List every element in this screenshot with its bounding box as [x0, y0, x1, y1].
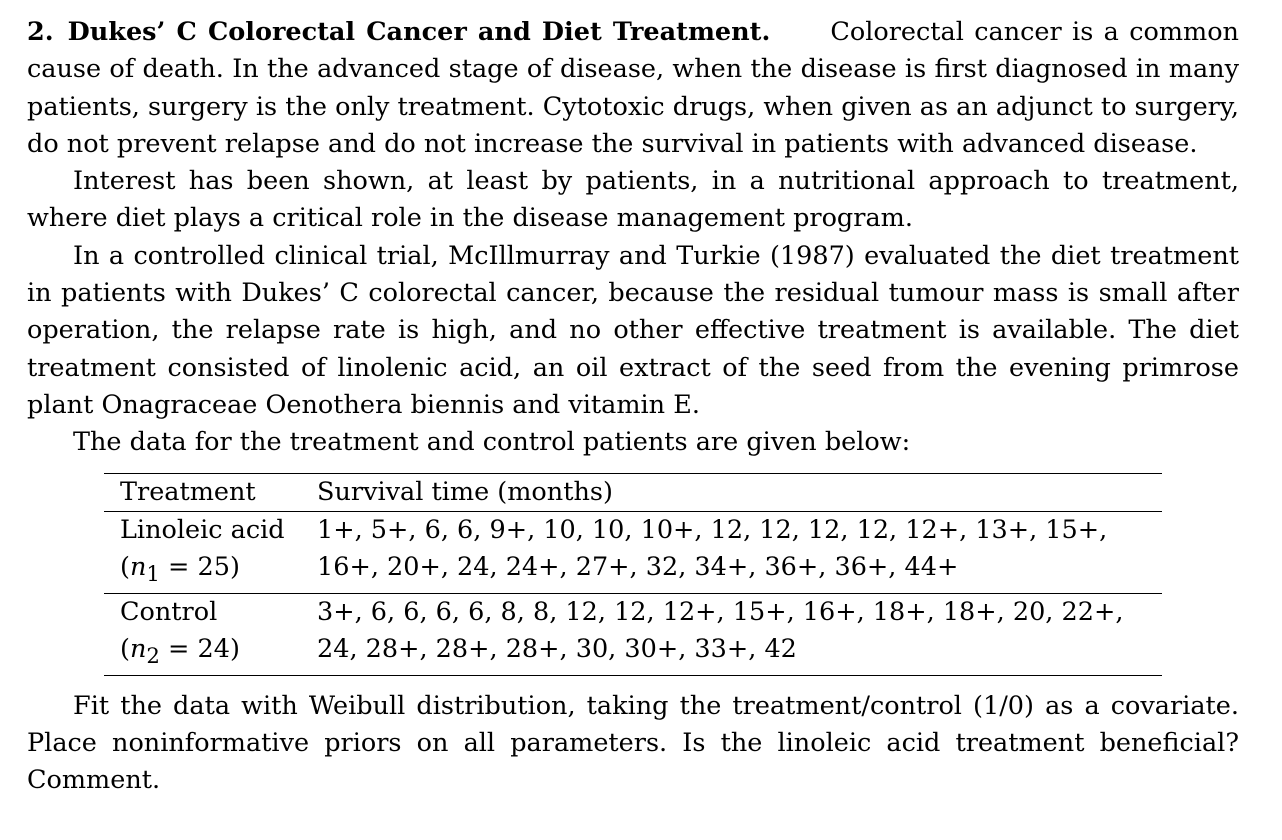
problem-intro-text: Colorectal cancer is a common cause of death. In the advanced stage of disease, when the disease is first diagnosed in many patients, surgery is the only treatment. Cytotoxic drugs, when given as an adjunct to surgery, do not prevent relapse and do not increase the survival in patients with advanced disease.: [27, 17, 1239, 159]
problem-intro-paragraph: [27, 14, 1239, 163]
table-row: [104, 511, 1162, 549]
survival-table: [104, 473, 1162, 676]
n-value: = 24): [168, 633, 240, 664]
header-treatment: Treatment: [104, 473, 301, 511]
group-sample-size: $(n_1 = 25)$: [104, 549, 301, 594]
survival-values: 1+, 5+, 6, 6, 9+, 10, 10, 10+, 12, 12, 12, 12, 12+, 13+, 15+,: [317, 514, 1108, 545]
paragraph-clinical-trial: In a controlled clinical trial, McIllmurray and Turkie (1987) evaluated the diet treatment in patients with Dukes’ C colorectal cancer, because the residual tumour mass is small after operation, the relapse rate is high, and no other effective treatment is available. The diet treatment consisted of linolenic acid, an oil extract of the seed from the evening primrose plant Onagraceae Oenothera biennis and vitamin E.: [27, 240, 1239, 420]
n-subscript: 1: [146, 561, 160, 587]
problem-title: Dukes’ C Colorectal Cancer and Diet Treatment.: [67, 17, 771, 47]
group-name: Linoleic acid: [120, 514, 285, 545]
paragraph-data-intro: The data for the treatment and control patients are given below:: [73, 427, 911, 458]
survival-table-wrapper: [104, 473, 1162, 676]
n-subscript: 2: [146, 643, 160, 669]
group-sample-size: $(n_2 = 24)$: [104, 631, 301, 676]
table-row: [104, 631, 1162, 676]
problem-number: 2.: [27, 17, 54, 47]
survival-values: 3+, 6, 6, 6, 6, 8, 8, 12, 12, 12+, 15+, 16+, 18+, 18+, 20, 22+,: [317, 596, 1124, 627]
table-row: [104, 549, 1162, 594]
paragraph-nutrition: Interest has been shown, at least by patients, in a nutritional approach to treatment, where diet plays a critical role in the disease management program.: [27, 166, 1239, 234]
survival-values: 16+, 20+, 24, 24+, 27+, 32, 34+, 36+, 36+, 44+: [301, 549, 1162, 594]
problem-page: [27, 14, 1239, 800]
header-survival-time: Survival time (months): [301, 473, 1162, 511]
table-header-row: [104, 473, 1162, 511]
paragraph-question: Fit the data with Weibull distribution, taking the treatment/control (1/0) as a covariate. Place noninformative priors on all parameters. Is the linoleic acid treatment beneficial? Comment.: [27, 690, 1239, 796]
table-row: [104, 593, 1162, 631]
n-symbol: n: [129, 633, 147, 664]
n-symbol: n: [129, 551, 147, 582]
n-value: = 25): [168, 551, 240, 582]
group-name: Control: [120, 596, 218, 627]
survival-values: 24, 28+, 28+, 28+, 30, 30+, 33+, 42: [301, 631, 1162, 676]
